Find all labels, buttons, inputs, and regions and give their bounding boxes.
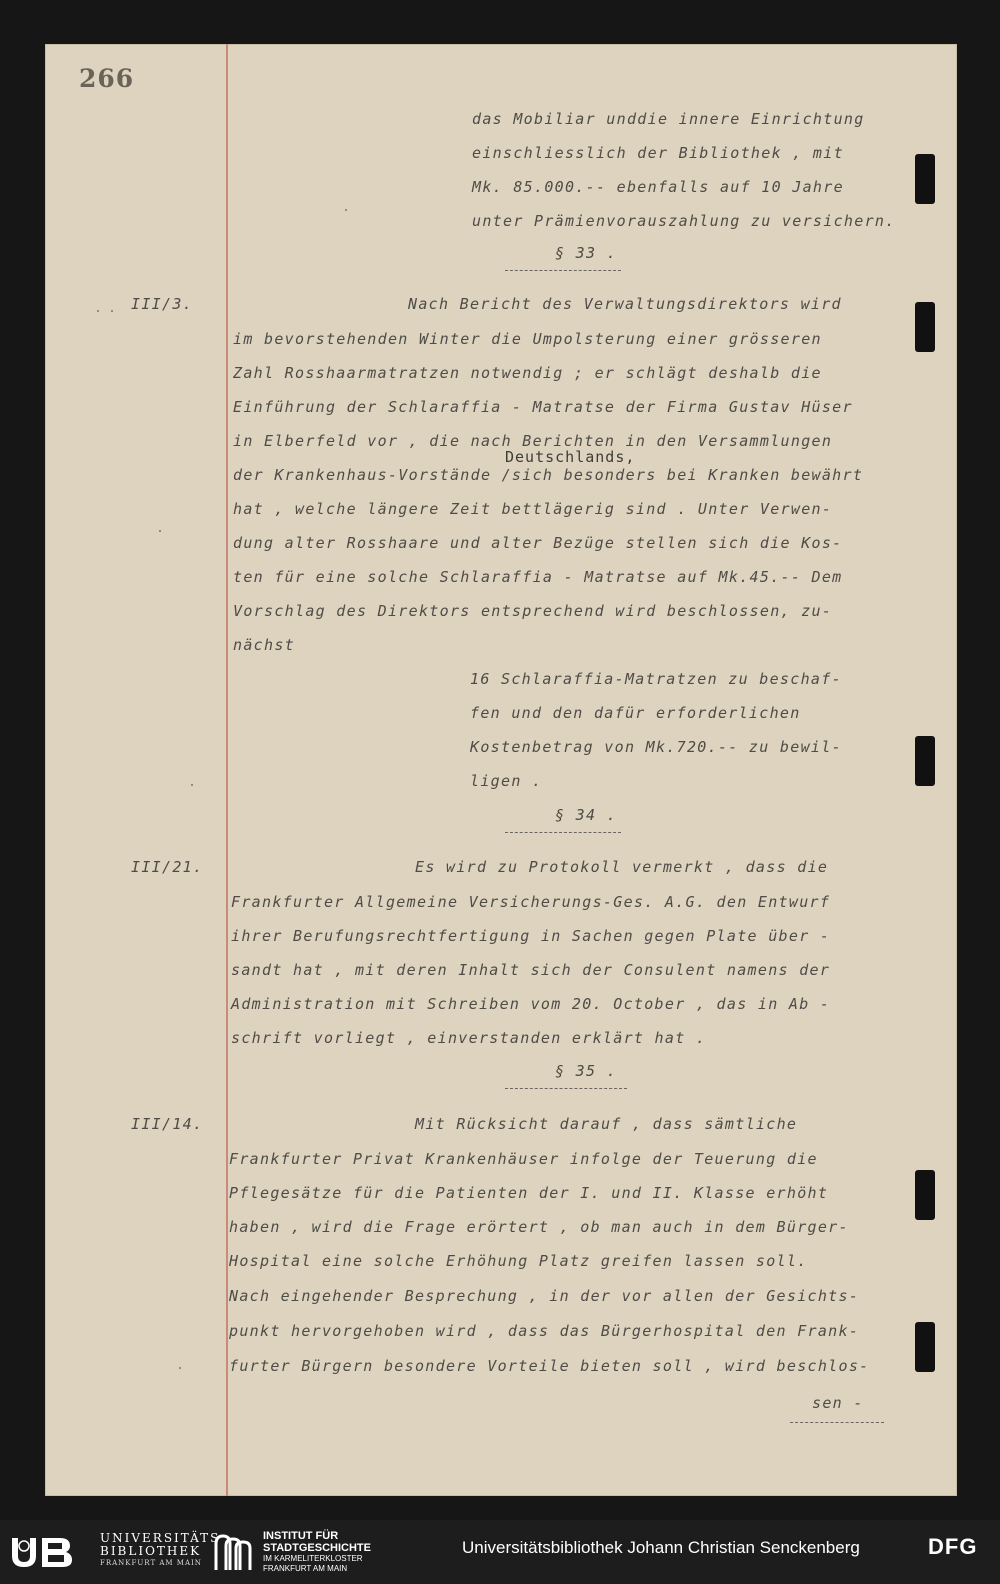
text-line: im bevorstehenden Winter die Umpolsterung einer grösseren bbox=[233, 330, 822, 348]
text-line: sandt hat , mit deren Inhalt sich der Consulent namens der bbox=[231, 961, 831, 979]
tab-marker bbox=[915, 154, 935, 204]
text-line: furter Bürgern besondere Vorteile bieten soll , wird beschlos- bbox=[229, 1357, 870, 1375]
isg-line-4: FRANKFURT AM MAIN bbox=[263, 1564, 348, 1573]
section-heading: § 33 . bbox=[555, 244, 617, 262]
ub-wordmark bbox=[100, 1532, 220, 1568]
tab-marker bbox=[915, 736, 935, 786]
text-line: Frankfurter Allgemeine Versicherungs-Ges. A.G. den Entwurf bbox=[231, 893, 831, 911]
paper-speck bbox=[159, 530, 161, 532]
isg-line-3: IM KARMELITERKLOSTER bbox=[263, 1554, 363, 1563]
text-line: ligen . bbox=[470, 772, 543, 790]
margin-reference: III/21. bbox=[131, 858, 204, 876]
margin-reference: III/3. bbox=[131, 295, 193, 313]
text-line: einschliesslich der Bibliothek , mit bbox=[472, 144, 844, 162]
page-end-rule bbox=[790, 1422, 884, 1423]
ub-line-1: UNIVERSITÄTS bbox=[100, 1531, 221, 1545]
text-line: ihrer Berufungsrechtfertigung in Sachen gegen Plate über - bbox=[231, 927, 831, 945]
text-line: sen - bbox=[812, 1394, 864, 1412]
text-line: schrift vorliegt , einverstanden erklärt hat . bbox=[231, 1029, 707, 1047]
library-name: Universitätsbibliothek Johann Christian Senckenberg bbox=[462, 1538, 860, 1557]
text-line: Frankfurter Privat Krankenhäuser infolge der Teuerung die bbox=[229, 1150, 818, 1168]
text-line: hat , welche längere Zeit bettlägerig sind . Unter Verwen- bbox=[233, 500, 833, 518]
section-underline bbox=[505, 270, 621, 271]
text-line: unter Prämienvorauszahlung zu versichern. bbox=[472, 212, 896, 230]
text-line: Mk. 85.000.-- ebenfalls auf 10 Jahre bbox=[472, 178, 844, 196]
text-line: der Krankenhaus-Vorstände /sich besonders bei Kranken bewährt bbox=[233, 466, 864, 484]
text-line: dung alter Rosshaare und alter Bezüge stellen sich die Kos- bbox=[233, 534, 843, 552]
text-line: Administration mit Schreiben vom 20. October , das in Ab - bbox=[231, 995, 831, 1013]
ub-line-2: BIBLIOTHEK bbox=[100, 1544, 202, 1558]
margin-reference: III/14. bbox=[131, 1115, 204, 1133]
text-line: in Elberfeld vor , die nach Berichten in den Versammlungen bbox=[233, 432, 833, 450]
isg-line-2: STADTGESCHICHTE bbox=[263, 1542, 371, 1554]
isg-cloister-icon bbox=[213, 1532, 255, 1572]
tab-marker bbox=[915, 1322, 935, 1372]
section-underline bbox=[505, 1088, 627, 1089]
text-line: nächst bbox=[233, 636, 295, 654]
page-number: 266 bbox=[79, 64, 135, 93]
text-line: Nach eingehender Besprechung , in der vor allen der Gesichts- bbox=[229, 1287, 860, 1305]
footer-bar bbox=[0, 1520, 1000, 1584]
section-heading: § 35 . bbox=[555, 1062, 617, 1080]
handwritten-insertion: Deutschlands, bbox=[505, 448, 636, 466]
tab-marker bbox=[915, 302, 935, 352]
paper-speck bbox=[345, 209, 347, 211]
text-line: punkt hervorgehoben wird , dass das Bürgerhospital den Frank- bbox=[229, 1322, 860, 1340]
text-line: haben , wird die Frage erörtert , ob man auch in dem Bürger- bbox=[229, 1218, 849, 1236]
margin-rule bbox=[226, 44, 228, 1496]
tab-marker bbox=[915, 1170, 935, 1220]
text-line: Hospital eine solche Erhöhung Platz greifen lassen soll. bbox=[229, 1252, 808, 1270]
document-page bbox=[45, 44, 957, 1496]
text-line: Einführung der Schlaraffia - Matratse der Firma Gustav Hüser bbox=[233, 398, 853, 416]
ub-line-3: FRANKFURT AM MAIN bbox=[100, 1559, 202, 1567]
text-line: fen und den dafür erforderlichen bbox=[470, 704, 801, 722]
paper-speck bbox=[97, 310, 99, 312]
dfg-logo: DFG bbox=[928, 1534, 978, 1559]
section-underline bbox=[505, 832, 621, 833]
section-heading: § 34 . bbox=[555, 806, 617, 824]
text-line: Vorschlag des Direktors entsprechend wird beschlossen, zu- bbox=[233, 602, 833, 620]
paper-speck bbox=[111, 310, 113, 312]
paper-speck bbox=[191, 784, 193, 786]
text-line: Pflegesätze für die Patienten der I. und II. Klasse erhöht bbox=[229, 1184, 829, 1202]
ub-logo-icon bbox=[8, 1532, 90, 1568]
text-line: ten für eine solche Schlaraffia - Matratse auf Mk.45.-- Dem bbox=[233, 568, 843, 586]
isg-line-1: INSTITUT FÜR bbox=[263, 1530, 339, 1542]
text-line: Es wird zu Protokoll vermerkt , dass die bbox=[415, 858, 829, 876]
text-line: das Mobiliar unddie innere Einrichtung bbox=[472, 110, 865, 128]
text-line: Nach Bericht des Verwaltungsdirektors wird bbox=[408, 295, 842, 313]
paper-speck bbox=[179, 1367, 181, 1369]
isg-wordmark bbox=[263, 1530, 371, 1574]
text-line: Kostenbetrag von Mk.720.-- zu bewil- bbox=[470, 738, 842, 756]
text-line: Zahl Rosshaarmatratzen notwendig ; er schlägt deshalb die bbox=[233, 364, 822, 382]
text-line: 16 Schlaraffia-Matratzen zu beschaf- bbox=[470, 670, 842, 688]
text-line: Mit Rücksicht darauf , dass sämtliche bbox=[415, 1115, 798, 1133]
